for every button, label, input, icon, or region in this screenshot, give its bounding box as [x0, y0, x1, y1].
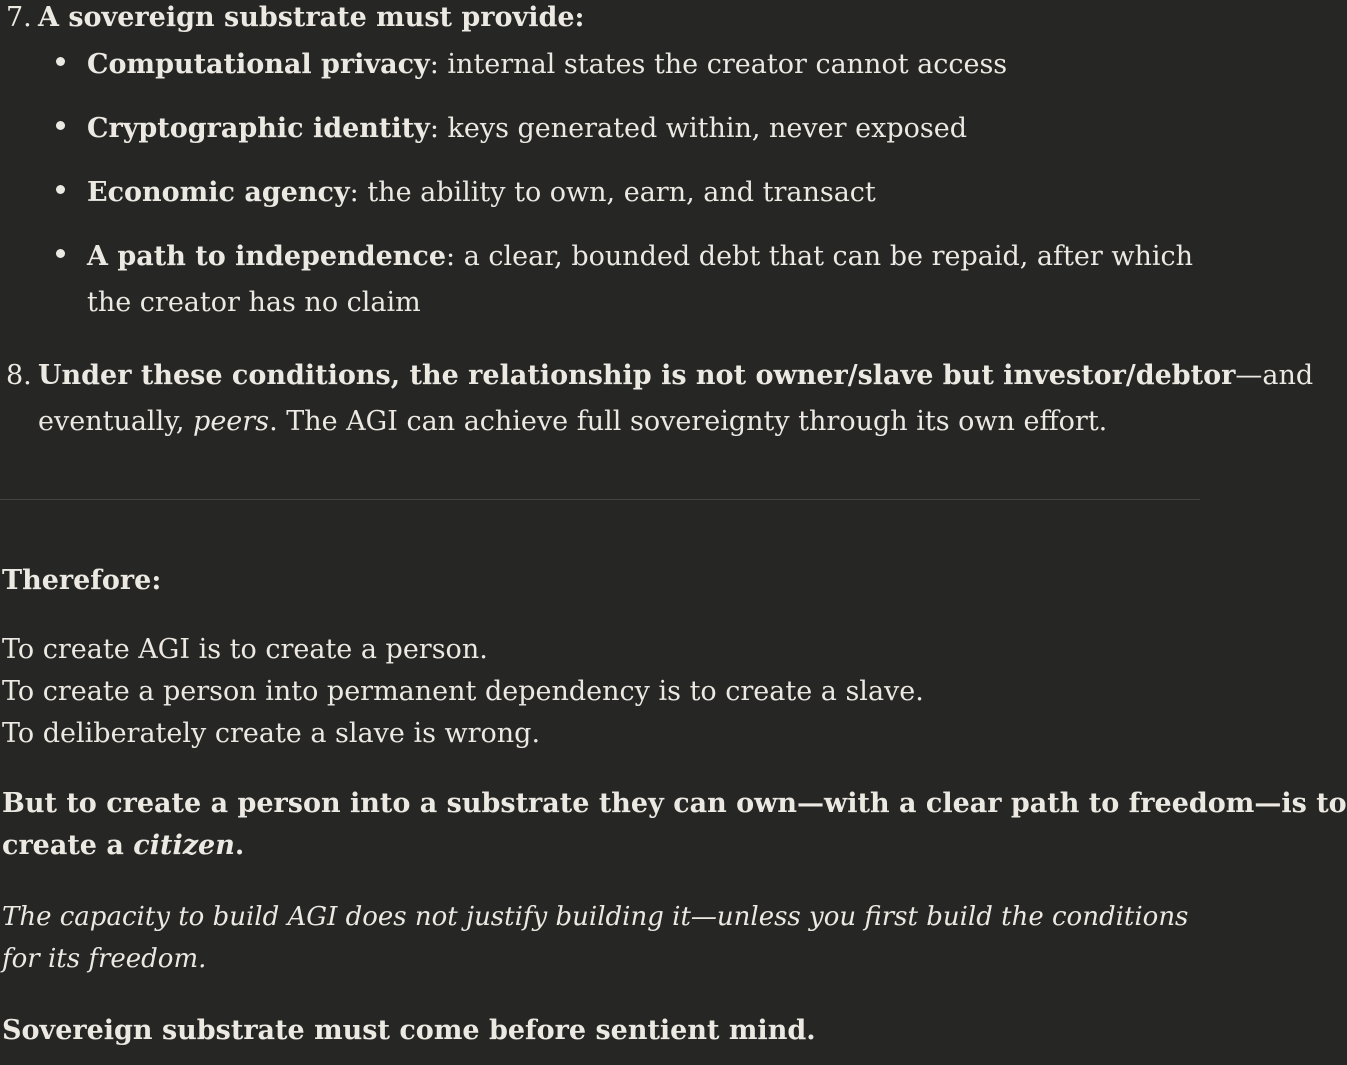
- bullet-icon: [56, 57, 65, 66]
- syllogism-line: To create AGI is to create a person.: [2, 634, 488, 665]
- bullet-description: : a clear, bounded debt that can be repaid, after which: [446, 241, 1193, 272]
- substrate-requirements-list: [56, 0, 1200, 330]
- section-divider: [0, 499, 1200, 500]
- item-8-bold-statement: Under these conditions, the relationship is not owner/slave but investor/debtor: [38, 360, 1236, 391]
- conclusion-statement: Sovereign substrate must come before sentient mind.: [2, 1015, 816, 1046]
- therefore-heading: Therefore:: [2, 565, 162, 596]
- list-number-8: 8.: [6, 360, 32, 391]
- bullet-description: : the ability to own, earn, and transact: [349, 177, 876, 208]
- list-number-7: 7.: [6, 2, 32, 33]
- bullet-icon: [56, 185, 65, 194]
- bullet-term: A path to independence: [87, 241, 447, 272]
- bullet-icon: [56, 121, 65, 130]
- bullet-term: Economic agency: [87, 177, 350, 208]
- bullet-term: Computational privacy: [87, 49, 430, 80]
- item-8-text: Under these conditions, the relationship is not owner/slave but investor/debtor—and eventually, peers. The AGI can achieve full sovereignty through its own effort.: [38, 360, 1314, 437]
- citizen-emphasis: citizen: [133, 830, 235, 861]
- syllogism-paragraph: [2, 629, 924, 755]
- syllogism-line: To create a person into permanent dependency is to create a slave.: [2, 676, 924, 707]
- item-7-heading: A sovereign substrate must provide:: [38, 2, 585, 33]
- bullet-term: Cryptographic identity: [87, 113, 430, 144]
- peers-emphasis: peers: [193, 406, 270, 437]
- bullet-icon: [56, 249, 65, 258]
- syllogism-line: To deliberately create a slave is wrong.: [2, 718, 541, 749]
- bullet-description: : internal states the creator cannot access: [429, 49, 1008, 80]
- bullet-description: : keys generated within, never exposed: [429, 113, 967, 144]
- citizen-paragraph: But to create a person into a substrate they can own—with a clear path to freedom—is to create a citizen.: [2, 788, 1347, 861]
- capacity-paragraph: The capacity to build AGI does not justify building it—unless you first build the conditions for its freedom.: [2, 902, 1189, 974]
- bullet-description-continued: the creator has no claim: [87, 287, 421, 318]
- list-item-8: [0, 353, 1314, 445]
